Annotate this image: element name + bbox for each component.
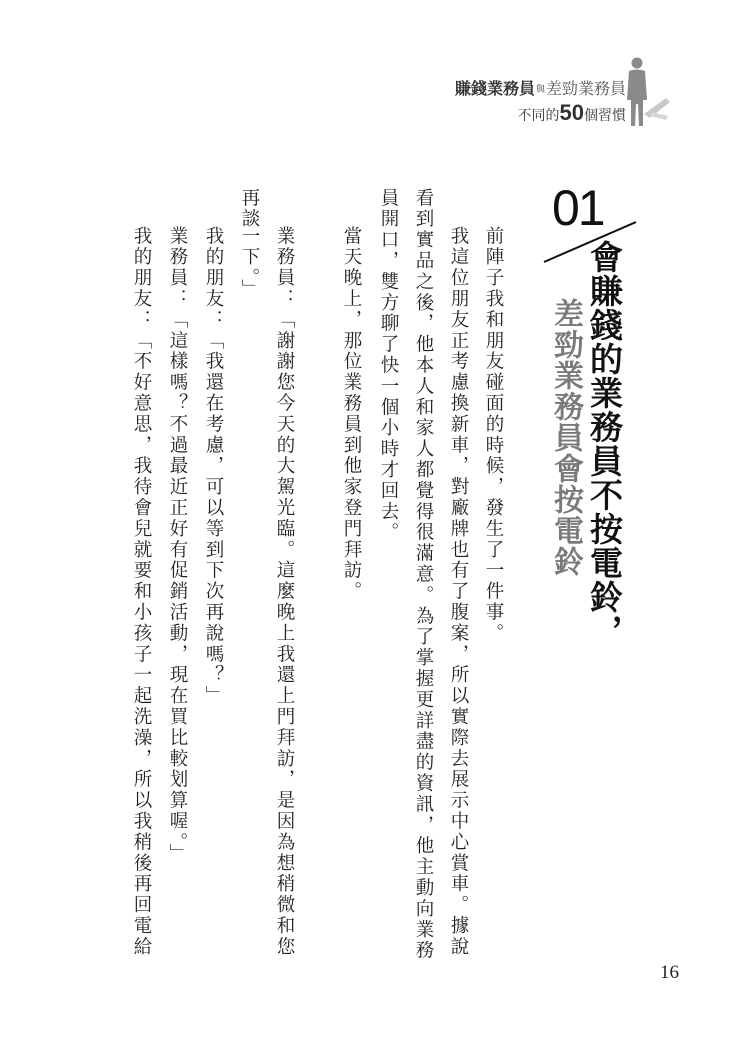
body-column: 再談 <box>239 188 260 230</box>
body-column: 看到實品之後，他本人和家人都覺得很滿意。為了掌握更詳盡的資訊，他主動向業務 <box>413 188 434 962</box>
body-column: 業務員：「謝謝您今天的大駕光臨。這麼晚上我還上門拜訪，是因為想稍微和您 <box>274 226 295 958</box>
running-header <box>455 78 626 128</box>
body-column: 當天晚上，那位業務員到他家登門拜訪。 <box>341 226 362 603</box>
book-subtitle-num: 50 <box>559 99 584 125</box>
body-column: 前陣子我和朋友碰面的時候，發生了一件事。 <box>483 226 504 644</box>
body-column: 員開口，雙方聊了快一個小時才回去。 <box>378 188 399 544</box>
businessman-silhouette-icon <box>616 56 672 128</box>
chapter-title-line2: 差勁業務員會按電鈴 <box>548 298 583 577</box>
body-column: 我這位朋友正考慮換新車，對廠牌也有了腹案，所以實際去展示中心賞車。據說 <box>448 226 469 958</box>
body-column: 我的朋友：「不好意思，我待會兒就要和小孩子一起洗澡，所以我稍後再回電給 <box>131 226 152 958</box>
book-title-part2: 差勁業務員 <box>545 79 626 98</box>
book-subtitle-post: 個習慣 <box>584 107 626 124</box>
chapter-number: 01 <box>552 180 604 236</box>
body-column: 我的朋友：「我還在考慮，可以等到下次再說嗎？」 <box>203 226 224 707</box>
book-title-part1: 賺錢業務員 <box>454 79 535 98</box>
book-subtitle-pre: 不同的 <box>517 107 560 124</box>
chapter-title-line1: 會賺錢的業務員不按電鈴， <box>585 240 624 648</box>
page-number: 16 <box>660 962 679 983</box>
book-title-connector: 與 <box>535 84 545 95</box>
book-title <box>455 78 626 101</box>
book-subtitle <box>455 101 626 128</box>
body-column: 業務員：「這樣嗎？不過最近正好有促銷活動，現在買比較划算喔。」 <box>167 226 188 865</box>
body-column: 一下。」 <box>239 226 260 301</box>
